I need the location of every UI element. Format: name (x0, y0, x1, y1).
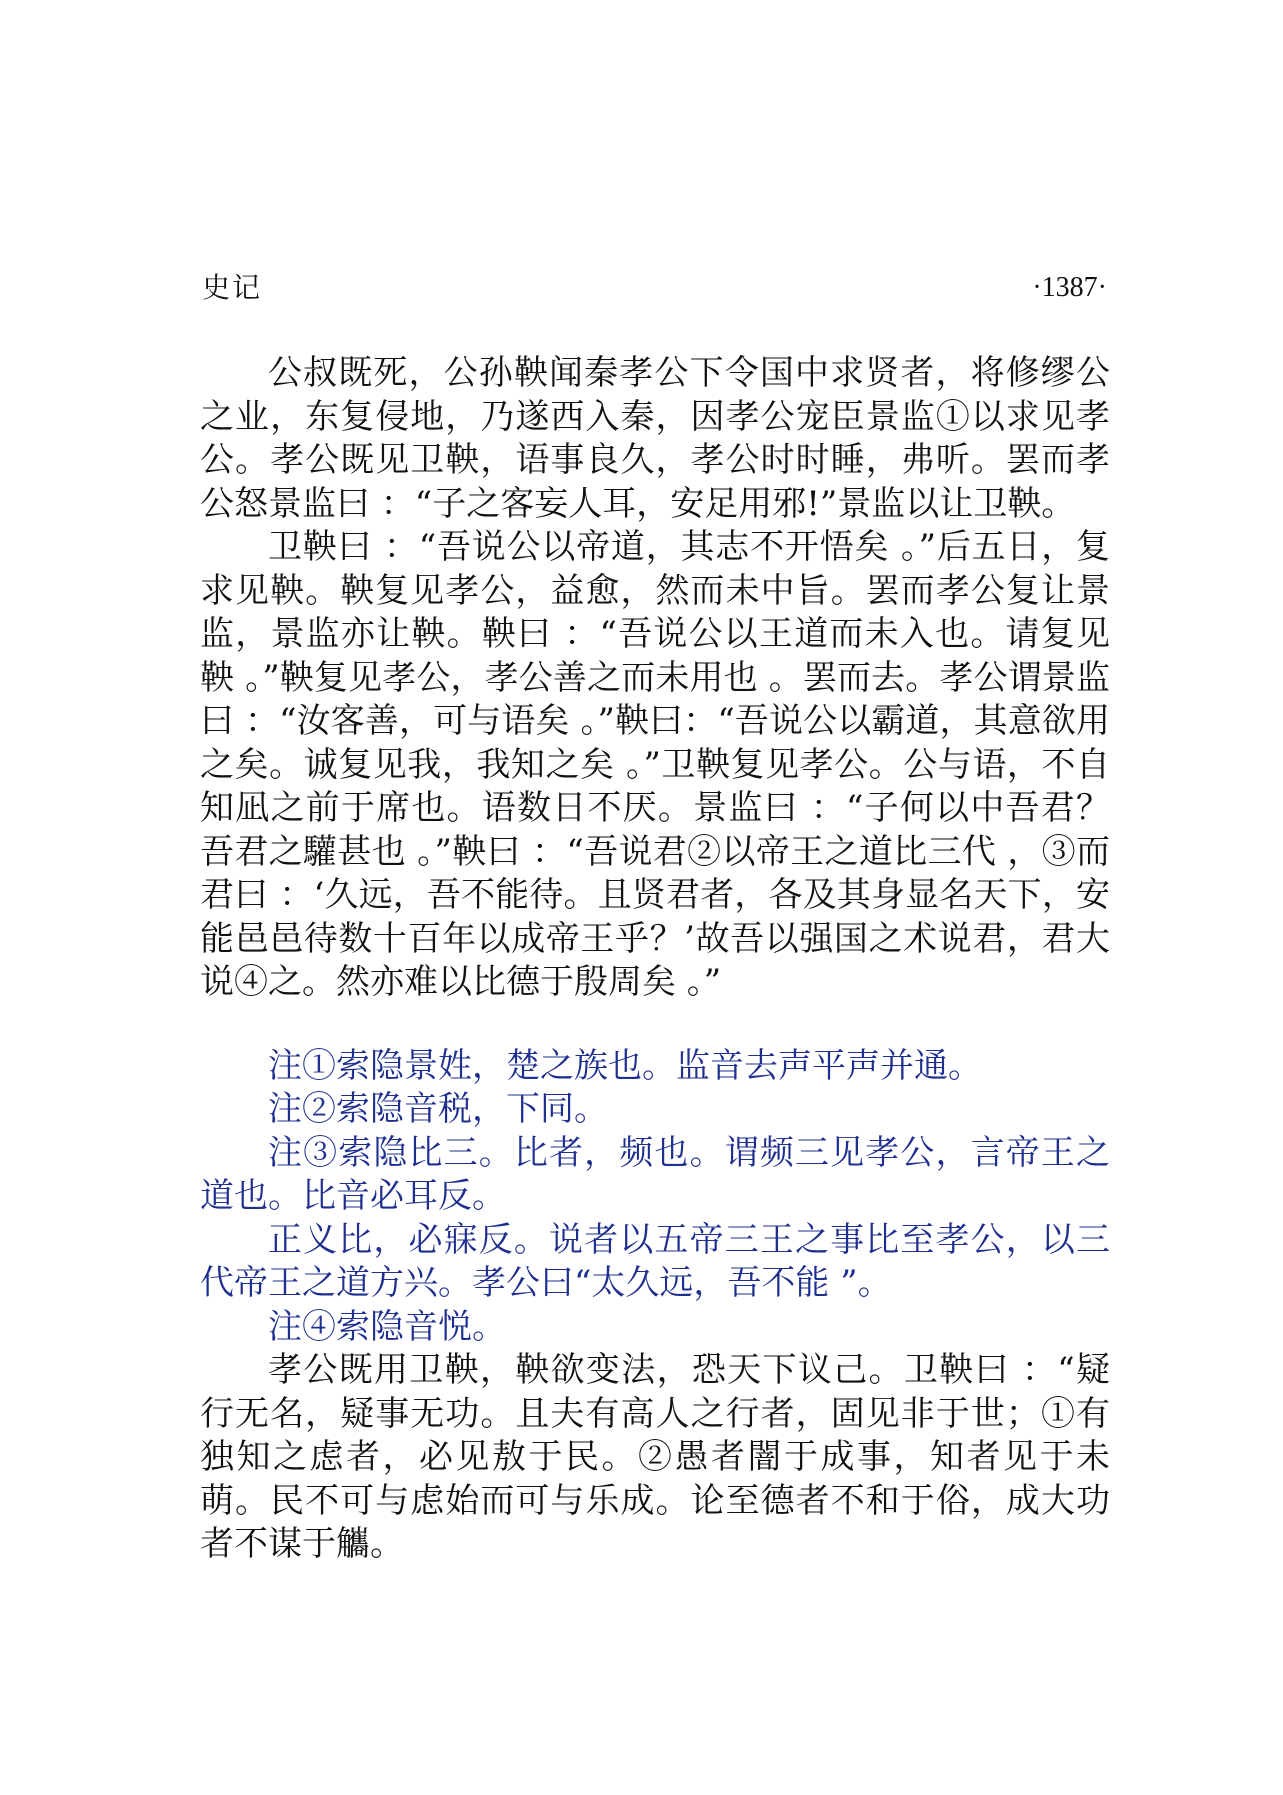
paragraph-2: 卫鞅曰 ：“吾说公以帝道，其志不开悟矣 。”后五日，复求见鞅。鞅复见孝公，益愈，然而未中旨。罢而孝公复让景监，景监亦让鞅。鞅曰 ：“吾说公以王道而未入也。请复见鞅 。”鞅复见孝公，孝公善之而未用也 。罢而去。孝公谓景监曰 ：“汝客善，可与语矣 。”鞅曰：“吾说公以霸道，其意欲用之矣。诚复见我，我知之矣 。”卫鞅复见孝公。公与语，不自知凪之前于席也。语数日不厌。景监曰 ：“子何以中吾君？吾君之驩甚也 。”鞅曰 ：“吾说君②以帝王之道比三代 ，③而君曰 ：‘久远，吾不能待。且贤君者，各及其身显名天下，安能邑邑待数十百年以成帝王乎？’故吾以强国之术说君，君大说④之。然亦难以比德于殷周矣 。” (200, 527, 1111, 1002)
paragraph-1: 公叔既死，公孙鞅闻秦孝公下令国中求贤者，将修缪公之业，东复侵地，乃遂西入秦，因孝公宠臣景监①以求见孝公。孝公既见卫鞅，语事良久，孝公时时睡，弗听。罢而孝公怒景监曰 ：“子之客妄人耳，安足用邪!”景监以让卫鞅。 (200, 353, 1110, 524)
note-3: 注③索隐比三。比者，频也。谓频三见孝公，言帝王之道也。比音必耳反。 (200, 1132, 1110, 1216)
page-header (202, 268, 1107, 308)
note-4: 注④索隐音悦。 (268, 1306, 506, 1347)
note-1: 注①索隐景姓，楚之族也。监音去声平声并通。 (268, 1045, 982, 1086)
note-2: 注②索隐音税，下同。 (268, 1089, 608, 1129)
note-3-zhengyi: 正义比，必寐反。说者以五帝三王之事比至孝公，以三代帝王之道方兴。孝公曰“太久远，吾不能 ”。 (200, 1219, 1110, 1303)
paragraph-3: 孝公既用卫鞅，鞅欲变法，恐天下议己。卫鞅曰 ：“疑行无名，疑事无功。且夫有高人之行者，固见非于世；①有独知之虑者，必见敖于民。②愚者闇于成事，知者见于未萌。民不可与虑始而可与乐成。论至德者不和于俗，成大功者不谋于觿。 (200, 1350, 1110, 1564)
body-text (200, 352, 1110, 1567)
section-gap (200, 1005, 1110, 1045)
page-number: ·1387· (1032, 272, 1107, 303)
book-title: 史记 (202, 271, 263, 304)
